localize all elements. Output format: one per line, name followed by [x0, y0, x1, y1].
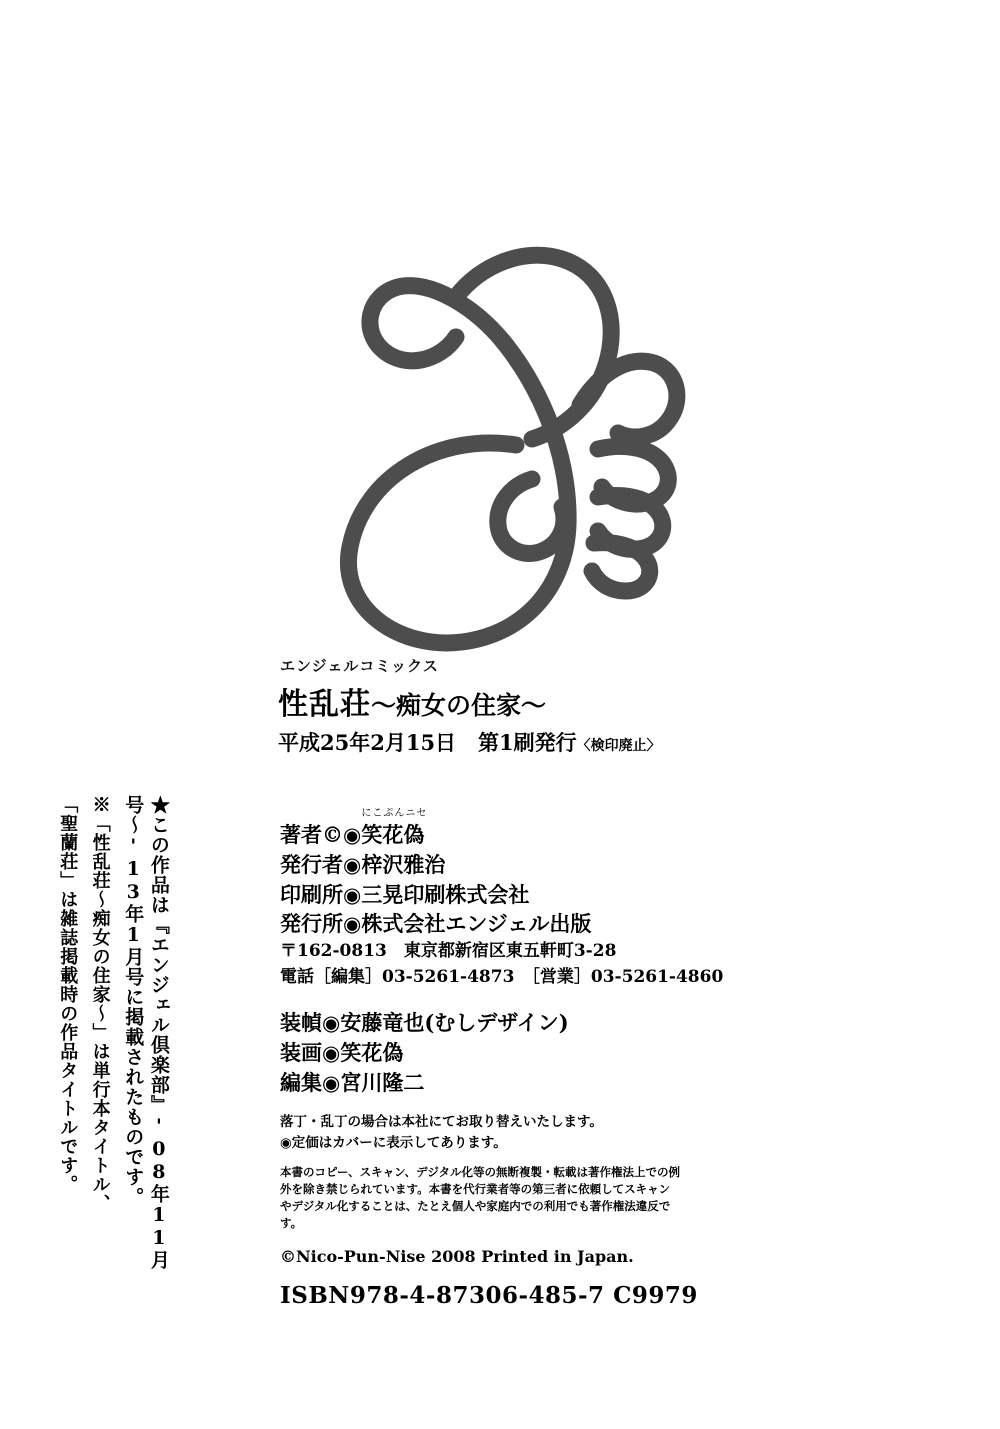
credit-row-publisher	[280, 909, 750, 939]
credit-row-publisher-person	[280, 850, 750, 880]
staff-row-cover-art	[280, 1038, 750, 1068]
staff-label: 編集◉	[280, 1069, 341, 1095]
staff-value: 安藤竜也(むしデザイン)	[340, 1010, 569, 1036]
publication-line	[278, 727, 798, 757]
credit-label: 著者©◉	[280, 822, 362, 847]
publication-date: 平成25年2月15日	[278, 730, 457, 755]
credit-row-printer	[280, 880, 750, 910]
book-title-sub: 〜痴女の住家〜	[371, 691, 547, 720]
credit-value: 三晃印刷株式会社	[361, 881, 530, 907]
staff-row-editor	[280, 1068, 750, 1098]
credit-label: 発行者◉	[280, 851, 362, 877]
staff-label: 装画◉	[280, 1040, 341, 1066]
credit-ruby: にこぷんニセ	[361, 808, 428, 819]
title-block	[278, 655, 798, 757]
credit-value: 笑花偽	[361, 822, 425, 847]
imprint-label: エンジェルコミックス	[280, 657, 439, 675]
printing-number: 第1刷発行	[478, 730, 577, 755]
printing-note: 〈検印廃止〉	[576, 738, 661, 754]
staff-row-design	[280, 1008, 750, 1038]
price-notice: ◉定価はカバーに表示してあります。	[280, 1134, 507, 1151]
publisher-phone: 電話［編集］03-5261-4873 ［営業］03-5261-4860	[280, 966, 724, 987]
staff-value: 笑花偽	[340, 1040, 404, 1066]
copyright-line: ©Nico-Pun-Nise 2008 Printed in Japan.	[280, 1246, 634, 1266]
publisher-address: 〒162-0813 東京都新宿区東五軒町3-28	[280, 941, 617, 962]
credit-label: 印刷所◉	[280, 881, 362, 907]
side-notes	[55, 795, 171, 1315]
isbn-line: ISBN978-4-87306-485-7 C9979	[280, 1281, 698, 1309]
credit-value: 梓沢雅治	[361, 851, 446, 877]
credit-value: 株式会社エンジェル出版	[361, 911, 592, 937]
staff-label: 装幀◉	[280, 1010, 341, 1036]
publisher-logo	[280, 235, 700, 655]
book-title-main: 性乱荘	[278, 687, 371, 722]
credit-label: 発行所◉	[280, 911, 362, 937]
copyright-legal-text: 本書のコピー、スキャン、デジタル化等の無断複製・転載は著作権法上での例外を除き禁じられています。本書を代行業者等の第三者に依頼してスキャンやデジタル化することは、たとえ個人や家庭内での利用でも著作権法違反です。	[280, 1164, 680, 1231]
credits-block	[280, 808, 750, 1309]
book-title	[278, 679, 798, 723]
defect-notice: 落丁・乱丁の場合は本社にてお取り替えいたします。	[280, 1113, 603, 1130]
staff-value: 宮川隆二	[340, 1069, 425, 1095]
side-note-magazine-title: 「聖蘭荘」は雑誌掲載時の作品タイトルです。	[57, 795, 79, 1194]
credit-row-author	[280, 808, 750, 850]
side-note-serialization: ★この作品は『エンジェル倶楽部』'08年11月号〜'13年1月号に掲載されたものです。	[122, 795, 170, 1270]
side-note-title-remark: ※「性乱荘〜痴女の住家〜」は単行本タイトル、	[89, 795, 111, 1213]
